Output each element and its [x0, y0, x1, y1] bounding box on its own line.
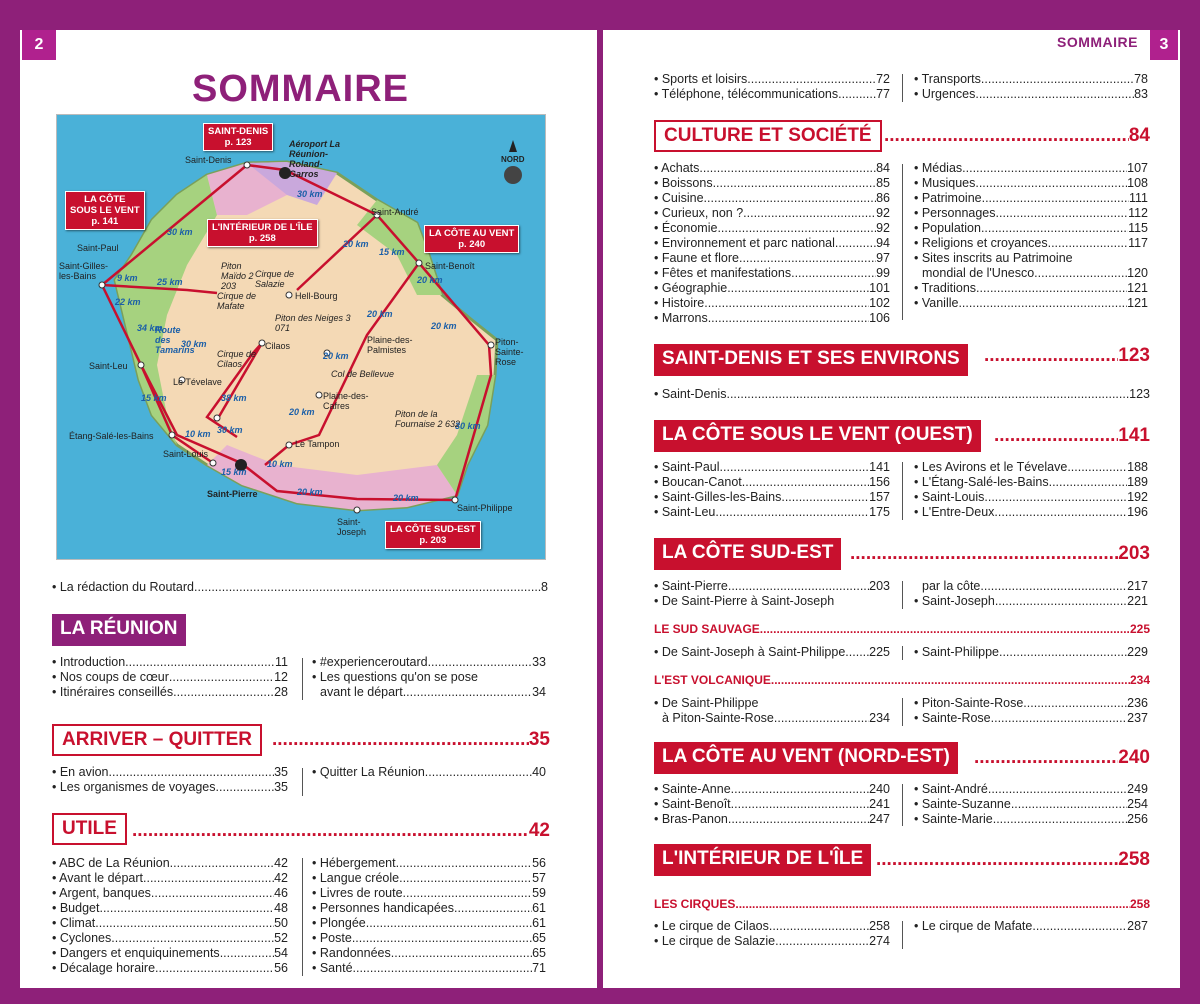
toc-entry[interactable]: • Saint-Louis ..... 192: [914, 490, 1148, 505]
map-label-saint-paul: Saint-Paul: [77, 243, 119, 253]
right-page-number: 3: [1150, 30, 1178, 60]
toc-entry[interactable]: • Marrons ..... 106: [654, 311, 890, 326]
toc-entry[interactable]: • Livres de route ..... 59: [312, 886, 546, 901]
toc-entry[interactable]: • Argent, banques ..... 46: [52, 886, 288, 901]
toc-entry[interactable]: • Traditions ..... 121: [914, 281, 1148, 296]
toc-entry[interactable]: • Plongée ..... 61: [312, 916, 546, 931]
toc-entry[interactable]: • Climat ..... 50: [52, 916, 288, 931]
toc-entry[interactable]: • Le cirque de Salazie ..... 274: [654, 934, 890, 949]
map-label-saint-andre: Saint-André: [371, 207, 419, 217]
map-region-interieur: L'INTÉRIEUR DE L'ÎLE p. 258: [207, 219, 318, 247]
reunion-map: [56, 114, 546, 560]
toc-entry[interactable]: • Le cirque de Mafate ..... 287: [914, 919, 1148, 934]
toc-entry[interactable]: • Budget ..... 48: [52, 901, 288, 916]
map-label-salazie: Cirque de Salazie: [255, 269, 295, 289]
toc-entry[interactable]: • Environnement et parc national ..... 94: [654, 236, 890, 251]
column-divider: [902, 698, 903, 726]
map-distance: 30 km: [217, 425, 243, 435]
toc-entry[interactable]: • Boissons ..... 85: [654, 176, 890, 191]
toc-entry[interactable]: • Saint-Pierre ..... 203: [654, 579, 890, 594]
toc-entry[interactable]: • ABC de La Réunion ..... 42: [52, 856, 288, 871]
toc-entry[interactable]: avant le départ ..... 34: [320, 685, 546, 700]
map-distance: 15 km: [141, 393, 167, 403]
toc-entry[interactable]: • Sainte-Anne ..... 240: [654, 782, 890, 797]
toc-entry[interactable]: • Les organismes de voyages ..... 35: [52, 780, 288, 795]
map-region-sud-est: LA CÔTE SUD-EST p. 203: [385, 521, 481, 549]
toc-entry[interactable]: • Sainte-Suzanne ..... 254: [914, 797, 1148, 812]
section-au-vent[interactable]: LA CÔTE AU VENT (NORD-EST): [654, 742, 958, 774]
map-label-compass: NORD: [501, 155, 525, 164]
toc-entry[interactable]: par la côte ..... 217: [922, 579, 1148, 594]
toc-entry[interactable]: • Urgences ..... 83: [914, 87, 1148, 102]
left-page-number: 2: [22, 30, 56, 60]
toc-entry[interactable]: • Population ..... 115: [914, 221, 1148, 236]
toc-entry[interactable]: • Saint-Denis ..... 123: [654, 387, 1150, 402]
toc-entry[interactable]: • Sites inscrits au Patrimoine: [914, 251, 1073, 265]
toc-entry[interactable]: • Sports et loisirs ..... 72: [654, 72, 890, 87]
map-label-tevelave: Le Tévelave: [173, 377, 222, 387]
toc-entry[interactable]: • Bras-Panon ..... 247: [654, 812, 890, 827]
section-la-reunion[interactable]: LA RÉUNION: [52, 614, 186, 646]
map-distance: 9 km: [117, 273, 138, 283]
column-divider: [902, 164, 903, 320]
toc-entry[interactable]: • Médias ..... 107: [914, 161, 1148, 176]
toc-entry[interactable]: • Dangers et enquiquinements ..... 54: [52, 946, 288, 961]
section-page: ..... 84: [884, 120, 1150, 152]
toc-entry[interactable]: • Fêtes et manifestations ..... 99: [654, 266, 890, 281]
toc-entry[interactable]: • Boucan-Canot ..... 156: [654, 475, 890, 490]
map-distance: 30 km: [167, 227, 193, 237]
toc-entry[interactable]: mondial de l'Unesco ..... 120: [922, 266, 1148, 281]
toc-entry[interactable]: • Cyclones ..... 52: [52, 931, 288, 946]
map-distance: 20 km: [431, 321, 457, 331]
toc-entry[interactable]: • Curieux, non ? ..... 92: [654, 206, 890, 221]
section-page: ..... 203: [850, 538, 1150, 570]
toc-entry[interactable]: • Saint-Leu ..... 175: [654, 505, 890, 520]
map-distance: 20 km: [417, 275, 443, 285]
section-arriver-quitter[interactable]: ARRIVER – QUITTER: [52, 724, 262, 756]
map-label-saint-pierre: Saint-Pierre: [207, 489, 258, 499]
map-distance: 38 km: [221, 393, 247, 403]
section-sous-le-vent[interactable]: LA CÔTE SOUS LE VENT (OUEST): [654, 420, 981, 452]
map-distance: 22 km: [115, 297, 141, 307]
map-distance: 20 km: [323, 351, 349, 361]
map-label-saint-louis: Saint-Louis: [163, 449, 209, 459]
map-label-hell-bourg: Hell-Bourg: [295, 291, 338, 301]
map-distance: 20 km: [289, 407, 315, 417]
toc-entry[interactable]: • Histoire ..... 102: [654, 296, 890, 311]
map-region-saint-denis: SAINT-DENIS p. 123: [203, 123, 273, 151]
map-label-col-bellevue: Col de Bellevue: [331, 369, 395, 379]
toc-entry[interactable]: • Le cirque de Cilaos ..... 258: [654, 919, 890, 934]
toc-entry[interactable]: à Piton-Sainte-Rose ..... 234: [662, 711, 890, 726]
toc-entry[interactable]: • Cuisine ..... 86: [654, 191, 890, 206]
column-divider: [902, 646, 903, 660]
toc-entry[interactable]: • Économie ..... 92: [654, 221, 890, 236]
toc-entry[interactable]: • Géographie ..... 101: [654, 281, 890, 296]
toc-entry[interactable]: • Transports ..... 78: [914, 72, 1148, 87]
toc-entry[interactable]: • Introduction ..... 11: [52, 655, 288, 670]
toc-entry[interactable]: • Itinéraires conseillés ..... 28: [52, 685, 288, 700]
map-label-cirque-cilaos: Cirque de Cilaos: [217, 349, 257, 369]
map-label-saint-gilles: Saint-Gilles-les-Bains: [59, 261, 109, 281]
toc-entry[interactable]: • Langue créole ..... 57: [312, 871, 546, 886]
column-divider: [902, 581, 903, 609]
toc-entry[interactable]: • En avion ..... 35: [52, 765, 288, 780]
map-label-mafate: Cirque de Mafate: [217, 291, 257, 311]
toc-entry[interactable]: • Nos coups de cœur ..... 12: [52, 670, 288, 685]
map-label-route-tamarins: Route des Tamarins: [155, 325, 195, 355]
section-culture[interactable]: CULTURE ET SOCIÉTÉ: [654, 120, 882, 152]
map-distance: 30 km: [181, 339, 207, 349]
map-distance: 34 km: [137, 323, 163, 333]
toc-entry[interactable]: • Poste ..... 65: [312, 931, 546, 946]
map-label-airport: Aéroport La Réunion-Roland-Garros: [289, 139, 341, 179]
toc-entry[interactable]: • Musiques ..... 108: [914, 176, 1148, 191]
toc-entry[interactable]: • Personnages ..... 112: [914, 206, 1148, 221]
section-utile[interactable]: UTILE: [52, 813, 127, 845]
section-interieur[interactable]: L'INTÉRIEUR DE L'ÎLE: [654, 844, 871, 876]
toc-entry[interactable]: • Sainte-Marie ..... 256: [914, 812, 1148, 827]
map-distance: 10 km: [185, 429, 211, 439]
column-divider: [302, 658, 303, 700]
map-distance: 20 km: [343, 239, 369, 249]
map-label-saint-denis: Saint-Denis: [185, 155, 232, 165]
map-label-piton-des-neiges: Piton des Neiges 3 071: [275, 313, 351, 333]
section-page: ..... 35: [272, 724, 550, 756]
section-saint-denis[interactable]: SAINT-DENIS ET SES ENVIRONS: [654, 344, 968, 376]
toc-entry[interactable]: • Saint-Philippe ..... 229: [914, 645, 1148, 660]
map-region-au-vent: LA CÔTE AU VENT p. 240: [424, 225, 519, 253]
map-distance: 25 km: [157, 277, 183, 287]
toc-entry[interactable]: • Randonnées ..... 65: [312, 946, 546, 961]
map-distance: 30 km: [297, 189, 323, 199]
subsection-sud-sauvage[interactable]: LE SUD SAUVAGE ..... 225: [654, 622, 1150, 637]
column-divider: [302, 858, 303, 976]
map-label-fournaise: Piton de la Fournaise 2 632: [395, 409, 461, 429]
section-page: ..... 240: [974, 742, 1150, 774]
toc-entry[interactable]: • Saint-Paul ..... 141: [654, 460, 890, 475]
map-label-piton-sainte-rose: Piton-Sainte-Rose: [495, 337, 524, 367]
toc-entry[interactable]: • De Saint-Joseph à Saint-Philippe ..... 225: [654, 645, 890, 660]
toc-entry[interactable]: • Avant le départ ..... 42: [52, 871, 288, 886]
section-sud-est[interactable]: LA CÔTE SUD-EST: [654, 538, 841, 570]
map-label-piton-maido: Piton Maïdo 2 203: [221, 261, 254, 291]
map-distance: 20 km: [393, 493, 419, 503]
toc-entry[interactable]: • Quitter La Réunion ..... 40: [312, 765, 546, 780]
section-page: ..... 258: [876, 844, 1150, 876]
toc-entry[interactable]: • La rédaction du Routard ..... 8: [52, 580, 548, 595]
toc-entry[interactable]: • Saint-André ..... 249: [914, 782, 1148, 797]
toc-entry[interactable]: • Décalage horaire ..... 56: [52, 961, 288, 976]
toc-entry[interactable]: • Piton-Sainte-Rose ..... 236: [914, 696, 1148, 711]
toc-entry[interactable]: • De Saint-Philippe: [654, 696, 759, 710]
map-label-saint-leu: Saint-Leu: [89, 361, 128, 371]
toc-entry[interactable]: • Saint-Benoît ..... 241: [654, 797, 890, 812]
column-divider: [902, 921, 903, 949]
toc-entry[interactable]: • Religions et croyances ..... 117: [914, 236, 1148, 251]
map-region-sous-le-vent: LA CÔTE SOUS LE VENT p. 141: [65, 191, 145, 230]
map-label-saint-benoit: Saint-Benoît: [425, 261, 475, 271]
map-distance: 30 km: [455, 421, 481, 431]
map-label-etang-sale: Étang-Salé-les-Bains: [69, 431, 154, 441]
toc-entry[interactable]: • Saint-Gilles-les-Bains ..... 157: [654, 490, 890, 505]
toc-entry[interactable]: • Patrimoine ..... 111: [914, 191, 1148, 206]
running-head: SOMMAIRE: [1057, 34, 1138, 50]
page-title: SOMMAIRE: [192, 68, 409, 110]
map-distance: 20 km: [367, 309, 393, 319]
section-page: ..... 123: [984, 340, 1150, 372]
subsection-est-volcanique[interactable]: L'EST VOLCANIQUE ..... 234: [654, 673, 1150, 688]
toc-entry[interactable]: • Hébergement ..... 56: [312, 856, 546, 871]
toc-entry[interactable]: • Les Avirons et le Tévelave ..... 188: [914, 460, 1148, 475]
column-divider: [902, 462, 903, 520]
map-distance: 20 km: [297, 487, 323, 497]
toc-entry[interactable]: • #experienceroutard ..... 33: [312, 655, 546, 670]
toc-entry[interactable]: • L'Étang-Salé-les-Bains ..... 189: [914, 475, 1148, 490]
map-label-cilaos: Cilaos: [265, 341, 291, 351]
toc-entry[interactable]: • Vanille ..... 121: [914, 296, 1148, 311]
toc-entry[interactable]: • Les questions qu'on se pose: [312, 670, 478, 684]
toc-entry[interactable]: • De Saint-Pierre à Saint-Joseph: [654, 594, 835, 608]
map-label-plaine-cafres: Plaine-des-Cafres: [323, 391, 369, 411]
map-label-saint-joseph: Saint-Joseph: [337, 517, 367, 537]
toc-entry[interactable]: • Achats ..... 84: [654, 161, 890, 176]
map-label-plaine-palmistes: Plaine-des-Palmistes: [367, 335, 413, 355]
subsection-les-cirques[interactable]: LES CIRQUES ..... 258: [654, 897, 1150, 912]
column-divider: [902, 74, 903, 102]
toc-entry[interactable]: • Faune et flore ..... 97: [654, 251, 890, 266]
toc-entry[interactable]: • Personnes handicapées ..... 61: [312, 901, 546, 916]
section-page: ..... 141: [994, 420, 1150, 452]
column-divider: [302, 768, 303, 796]
toc-entry[interactable]: • Santé ..... 71: [312, 961, 546, 976]
toc-entry[interactable]: • Téléphone, télécommunications ..... 77: [654, 87, 890, 102]
column-divider: [902, 784, 903, 826]
map-distance: 15 km: [379, 247, 405, 257]
map-label-saint-philippe: Saint-Philippe: [457, 503, 513, 513]
toc-entry[interactable]: • Sainte-Rose ..... 237: [914, 711, 1148, 726]
section-page: ..... 42: [132, 815, 550, 847]
map-distance: 15 km: [221, 467, 247, 477]
map-label-le-tampon: Le Tampon: [295, 439, 340, 449]
toc-entry[interactable]: • Saint-Joseph ..... 221: [914, 594, 1148, 609]
map-distance: 10 km: [267, 459, 293, 469]
toc-entry[interactable]: • L'Entre-Deux ..... 196: [914, 505, 1148, 520]
